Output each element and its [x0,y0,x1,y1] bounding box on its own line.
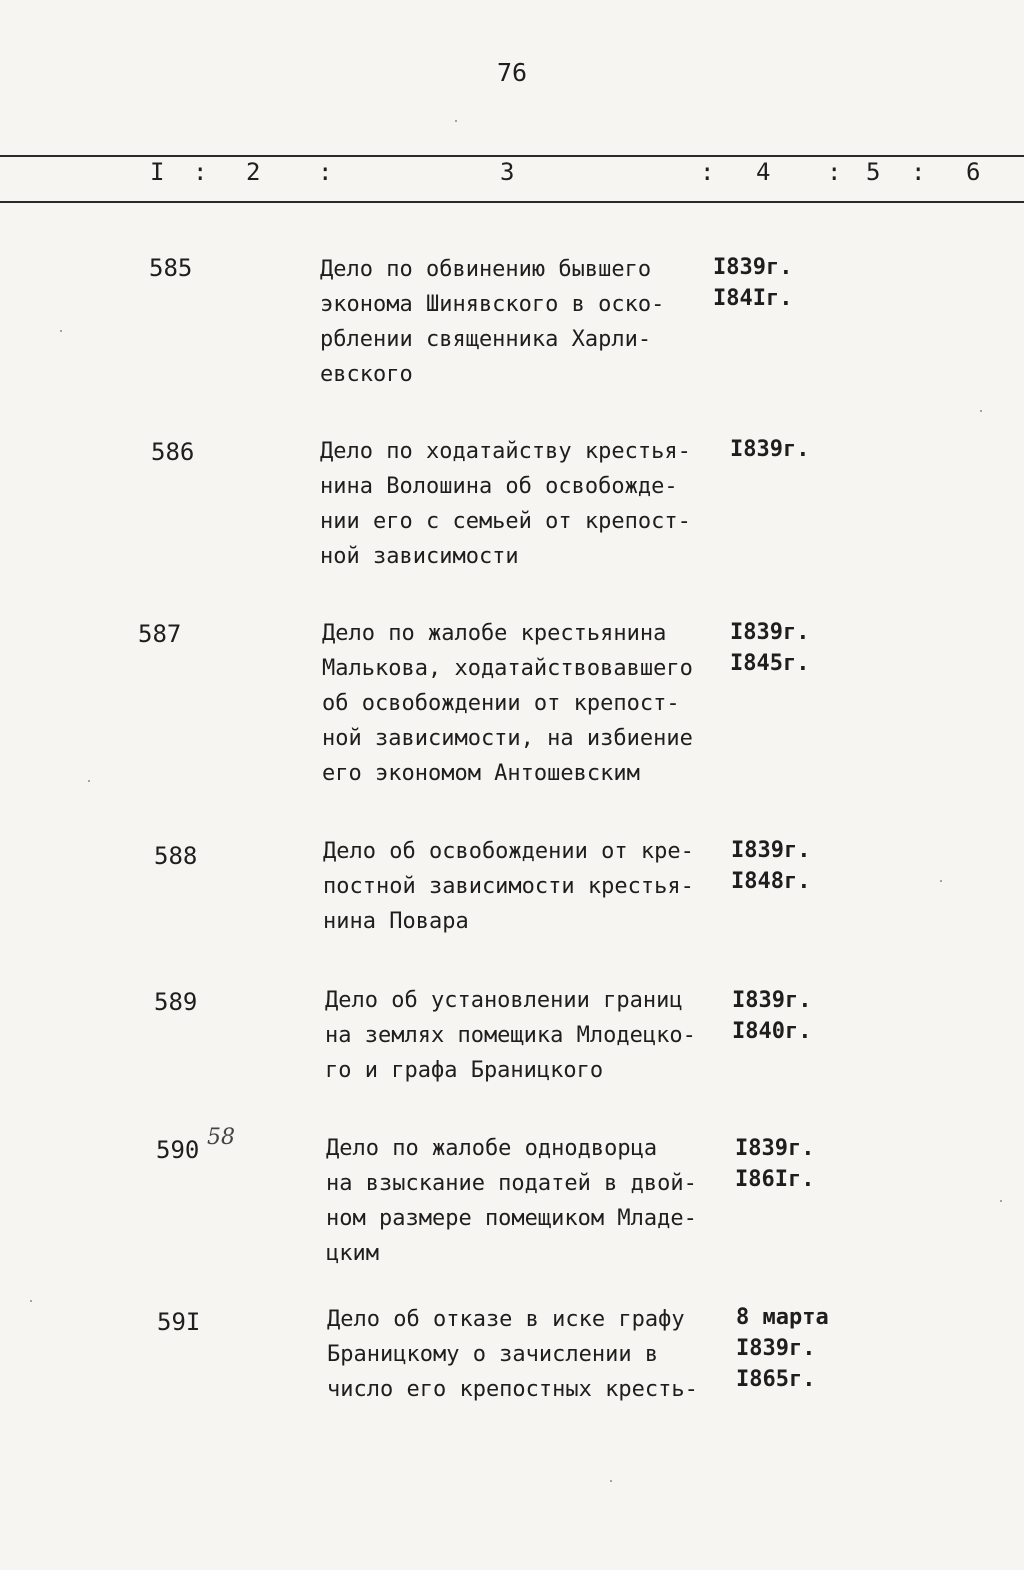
entry-dates: I839г. [730,437,810,462]
table-header-bottom-rule [0,201,1024,203]
entry-number: 586 [151,438,195,466]
entry-description: Дело по ходатайству крестья- нина Волошина об освобожде- нии его с семьей от крепост- ной зависимости [320,439,691,569]
entry-dates: I839г. I86Iг. [735,1136,815,1192]
handwritten-mark: 58 [207,1125,235,1150]
entry-description: Дело по жалобе крестьянина Малькова, ходатайствовавшего об освобождении от крепост- ной зависимости, на избиение его экономом Антошевским [322,621,693,786]
entry-description: Дело об отказе в иске графу Браницкому о зачислении в число его крепостных кресть- [327,1307,698,1402]
scan-speck [60,330,62,332]
column-header-5: 5 [866,158,881,186]
scan-speck [1000,1200,1002,1202]
scan-speck [88,780,90,782]
entry-number: 585 [149,254,193,282]
entry-dates: 8 марта I839г. I865г. [736,1305,829,1392]
scan-speck [455,120,457,122]
entry-number: 59I [157,1308,201,1336]
page-number: 76 [496,58,528,87]
entry-description: Дело об установлении границ на землях помещика Млодецко- го и графа Браницкого [325,988,696,1083]
entry-description: Дело по обвинению бывшего эконома Шинявского в оско- рблении священника Харли- евского [320,257,665,387]
entry-dates: I839г. I84Iг. [713,255,793,311]
column-header-3: 3 [500,158,515,186]
scan-speck [940,880,942,882]
column-header-6: 6 [966,158,981,186]
column-header-separator: : [827,158,842,186]
entry-description: Дело по жалобе однодворца на взыскание податей в двой- ном размере помещиком Младе- цким [326,1136,697,1266]
entry-description: Дело об освобождении от кре- постной зависимости крестья- нина Повара [323,839,694,934]
entry-number: 590 [156,1136,200,1164]
scan-speck [30,1300,32,1302]
entry-number: 588 [154,842,198,870]
entry-number: 587 [138,620,182,648]
column-header-2: 2 [246,158,261,186]
column-header-1: I [150,158,165,186]
column-header-separator: : [318,158,333,186]
column-header-separator: : [700,158,715,186]
column-header-separator: : [911,158,926,186]
entry-dates: I839г. I840г. [732,988,812,1044]
scan-speck [610,1480,612,1482]
column-header-separator: : [193,158,208,186]
column-header-4: 4 [756,158,771,186]
entry-dates: I839г. I845г. [730,620,810,676]
table-top-rule [0,155,1024,157]
entry-dates: I839г. I848г. [731,838,811,894]
scan-speck [980,410,982,412]
entry-number: 589 [154,988,198,1016]
